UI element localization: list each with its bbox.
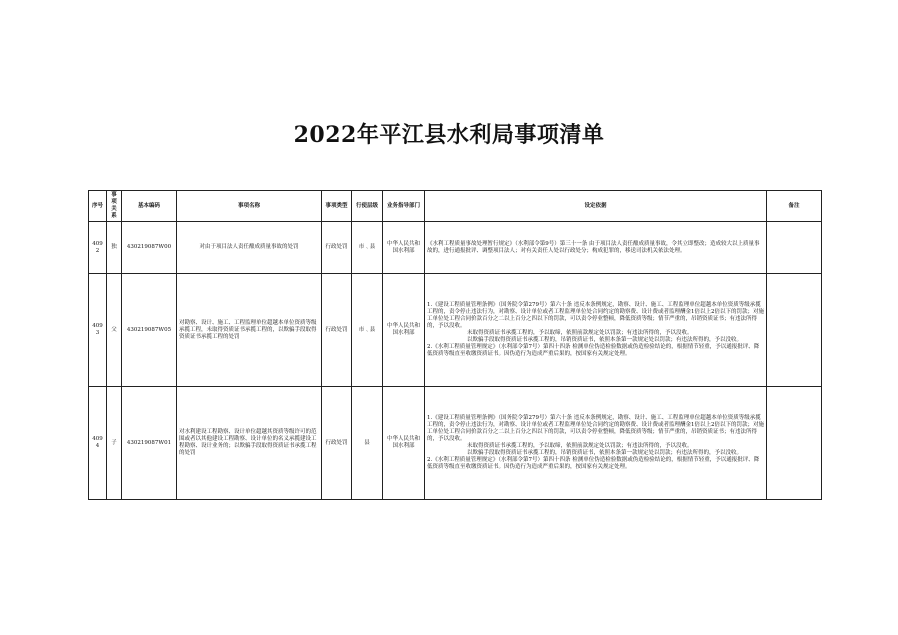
header-no: 序号 — [89, 191, 107, 222]
item-list-table — [88, 190, 822, 500]
cell-name: 对水利建设工程勘察、设计单位超越其资质等级许可的范围或者以其他建设工程勘察、设计单位的名义承揽建设工程勘察、设计业务的；以欺骗手段取得资质证书承揽工程的处罚 — [177, 387, 322, 500]
cell-no: 4093 — [89, 274, 107, 387]
cell-remark — [767, 222, 822, 274]
cell-basis — [425, 222, 767, 274]
cell-type: 行政处罚 — [322, 274, 352, 387]
document-title: 2022年平江县水利局事项清单 — [293, 122, 605, 148]
cell-code: 430219087W05 — [122, 274, 177, 387]
table-row — [89, 222, 822, 274]
cell-level: 市﹑县 — [352, 274, 383, 387]
cell-remark — [767, 274, 822, 387]
cell-name: 对勘察、设计、施工、工程监理单位超越本单位资质等级承揽工程，未取得资质证书承揽工程的，以欺骗手段取得资质证书承揽工程的处罚 — [177, 274, 322, 387]
table-row — [89, 274, 822, 387]
cell-type: 行政处罚 — [322, 387, 352, 500]
basis-paragraph: 以欺骗手段取得资质证书承揽工程的，吊销资质证书，依照本条第一款规定处以罚款；有违法所得的，予以没收。 — [467, 337, 743, 343]
cell-no: 4094 — [89, 387, 107, 500]
basis-paragraph: 1.《建设工程质量管理条例》（国务院令第279号）第六十条 违反本条例规定，勘察、设计、施工、工程监理单位超越本单位资质等级承揽工程的，责令停止违法行为，对勘察、设计单位或者工程监理单位处合同约定的勘察费、设计费或者监理酬金1倍以上2倍以下的罚款；对施工单位处工程合同价款百分之二以上百分之四以下的罚款，可以责令停业整顿，降低资质等级；情节严重的，吊销资质证书；有违法所得的，予以没收。 — [427, 415, 765, 442]
cell-name: 对由于项目法人责任酿成质量事故的处罚 — [177, 222, 322, 274]
cell-no: 4092 — [89, 222, 107, 274]
cell-level: 市﹑县 — [352, 222, 383, 274]
cell-basis — [425, 274, 767, 387]
cell-basis — [425, 387, 767, 500]
basis-paragraph: 未取得资质证书承揽工程的，予以取缔，依照前款规定处以罚款；有违法所得的，予以没收。 — [467, 330, 693, 336]
table-header-row — [89, 191, 822, 222]
header-relation: 事项关系 — [107, 191, 122, 222]
cell-dept: 中华人民共和国水利部 — [383, 274, 425, 387]
basis-paragraph: 《水利工程质量事故处理暂行规定》（水利部令第9号）第三十一条 由于项目法人责任酿成质量事故，令其立即整改；造成较大以上质量事故的，进行通报批评、调整项目法人；对有关责任人处以行政处分；构成犯罪的，移送司法机关依法处理。 — [427, 240, 760, 254]
basis-paragraph: 2.《水利工程质量管理规定》（水利部令第7号）第四十四条 检测单位伪造检验数据或伪造检验结论的，根据情节轻重，予以通报批评、降低资质等级直至收缴资质证书。因伪造行为造成严重后果的，按国家有关规定处理。 — [427, 457, 760, 470]
cell-dept: 中华人民共和国水利部 — [383, 387, 425, 500]
cell-level: 县 — [352, 387, 383, 500]
cell-relation: 父 — [107, 274, 122, 387]
header-level: 行使层级 — [352, 191, 383, 222]
header-remark: 备注 — [767, 191, 822, 222]
cell-remark — [767, 387, 822, 500]
cell-code: 430219087W00 — [122, 222, 177, 274]
header-type: 事项类型 — [322, 191, 352, 222]
basis-paragraph: 1.《建设工程质量管理条例》（国务院令第279号）第六十条 违反本条例规定，勘察、设计、施工、工程监理单位超越本单位资质等级承揽工程的，责令停止违法行为，对勘察、设计单位或者工程监理单位处合同约定的勘察费、设计费或者监理酬金1倍以上2倍以下的罚款；对施工单位处工程合同价款百分之二以上百分之四以下的罚款，可以责令停业整顿，降低资质等级；情节严重的，吊销资质证书；有违法所得的，予以没收。 — [427, 302, 765, 329]
basis-paragraph: 以欺骗手段取得资质证书承揽工程的，吊销资质证书，依照本条第一款规定处以罚款；有违法所得的，予以没收。 — [467, 450, 743, 456]
header-code: 基本编码 — [122, 191, 177, 222]
header-dept: 业务指导部门 — [383, 191, 425, 222]
cell-relation: 独 — [107, 222, 122, 274]
cell-code: 430219087W01 — [122, 387, 177, 500]
cell-type: 行政处罚 — [322, 222, 352, 274]
cell-relation: 子 — [107, 387, 122, 500]
header-name: 事项名称 — [177, 191, 322, 222]
basis-paragraph: 未取得资质证书承揽工程的，予以取缔，依照前款规定处以罚款；有违法所得的，予以没收。 — [467, 443, 693, 449]
header-basis: 设定依据 — [425, 191, 767, 222]
table-row — [89, 387, 822, 500]
cell-dept: 中华人民共和国水利部 — [383, 222, 425, 274]
basis-paragraph: 2.《水利工程质量管理规定》（水利部令第7号）第四十四条 检测单位伪造检验数据或伪造检验结论的，根据情节轻重，予以通报批评、降低资质等级直至收缴资质证书。因伪造行为造成严重后果的，按国家有关规定处理。 — [427, 344, 760, 357]
